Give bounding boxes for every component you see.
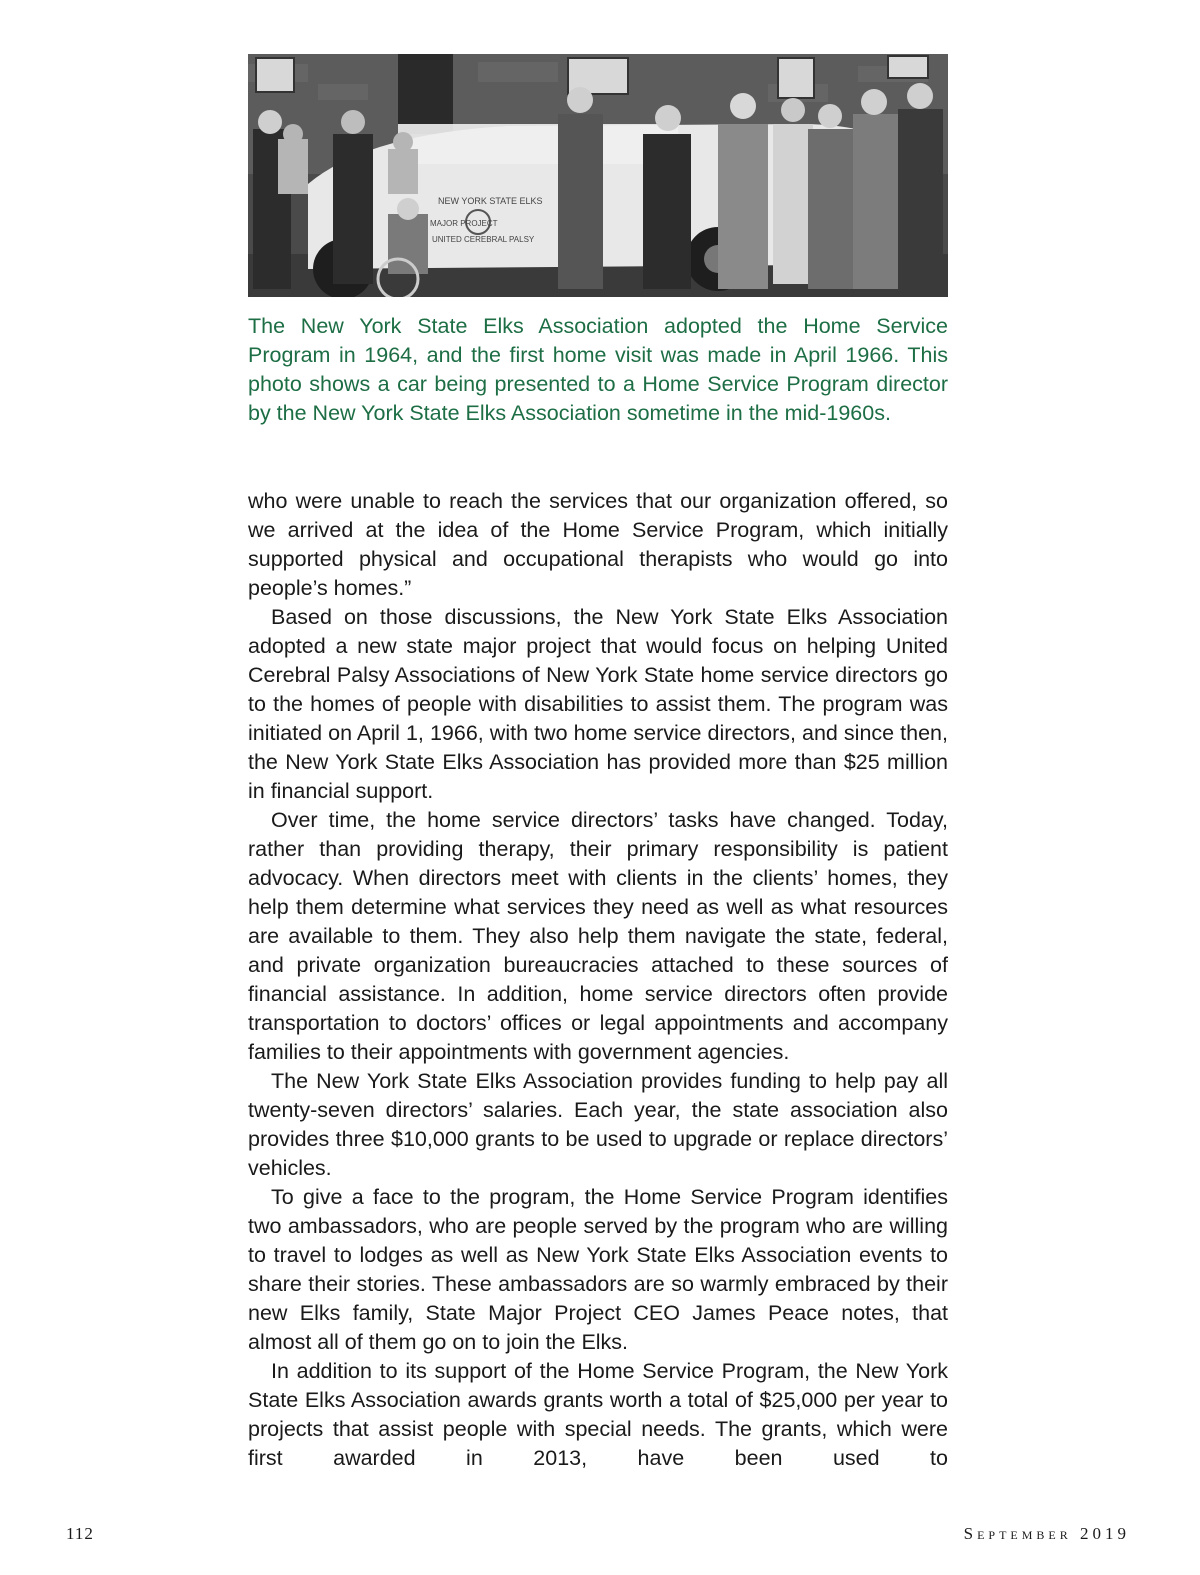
car-lettering-line-1: NEW YORK STATE ELKS [438, 196, 543, 206]
paragraph: who were unable to reach the services that our organization offered, so we arrived at the idea of the Home Service Program, which initially supported physical and occupational therapists who would go into people’s homes.” [248, 489, 948, 600]
paragraph: In addition to its support of the Home Service Program, the New York State Elks Association awards grants worth a total of $25,000 per year to projects that assist people with special needs. The grants, which were first awarded in 2013, have been used to [248, 1359, 948, 1470]
article-body [248, 487, 948, 1473]
photo-caption: The New York State Elks Association adopted the Home Service Program in 1964, and the first home visit was made in April 1966. This photo shows a car being presented to a Home Service Program director by the New York State Elks Association sometime in the mid-1960s. [248, 314, 948, 425]
paragraph: To give a face to the program, the Home Service Program identifies two ambassadors, who are people served by the program who are willing to travel to lodges as well as New York State Elks Association events to share their stories. These ambassadors are so warmly embraced by their new Elks family, State Major Project CEO James Peace notes, that almost all of them go on to join the Elks. [248, 1185, 948, 1354]
issue-date: September 2019 [963, 1524, 1130, 1543]
paragraph: Over time, the home service directors’ tasks have changed. Today, rather than providing therapy, their primary responsibility is patient advocacy. When directors meet with clients in the clients’ homes, they help them determine what services they need as well as what resources are available to them. They also help them navigate the state, federal, and private organization bureaucracies attached to these sources of financial assistance. In addition, home service directors often provide transportation to doctors’ offices or legal appointments and accompany families to their appointments with government agencies. [248, 808, 948, 1064]
historical-photo [248, 54, 948, 297]
car-lettering-line-3: UNITED CEREBRAL PALSY [432, 235, 535, 244]
photo-illustration [248, 54, 948, 297]
paragraph: The New York State Elks Association provides funding to help pay all twenty-seven directors’ salaries. Each year, the state association also provides three $10,000 grants to be used to upgrade or replace directors’ vehicles. [248, 1069, 948, 1180]
paragraph: Based on those discussions, the New York State Elks Association adopted a new state major project that would focus on helping United Cerebral Palsy Associations of New York State home service directors go to the homes of people with disabilities to assist them. The program was initiated on April 1, 1966, with two home service directors, and since then, the New York State Elks Association has provided more than $25 million in financial support. [248, 605, 948, 803]
car-lettering-line-2: MAJOR PROJECT [430, 219, 498, 228]
page-number: 112 [66, 1524, 94, 1543]
